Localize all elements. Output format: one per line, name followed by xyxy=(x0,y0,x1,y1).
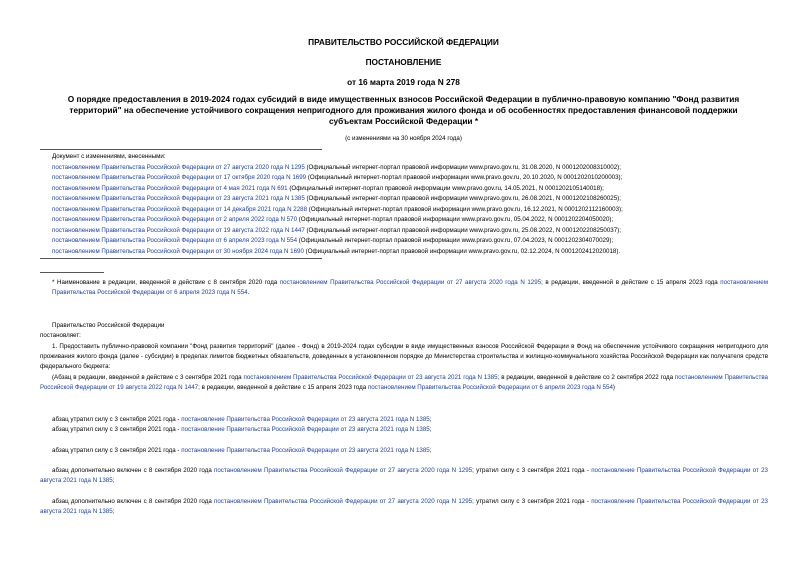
amendment-link[interactable]: постановлением Правительства Российской Федерации от 2 апреля 2022 года N 570 xyxy=(52,216,298,223)
lost-force-paragraph: абзац утратил силу с 3 сентября 2021 года - постановление Правительства Российской Федерации от 23 августа 2021 года N 1385; xyxy=(52,416,432,423)
amendment-item: постановлением Правительства Российской Федерации от 23 августа 2021 года N 1385 (Официальный интернет-портал правовой информации www.pravo.gov.ru, 26.08.2021, N 0001202108260025); xyxy=(52,195,621,202)
added-paragraph: абзац дополнительно включен с 8 сентября 2020 года постановлением Правительства Российской Федерации от 27 августа 2020 года N 1295; утратил силу с 3 сентября 2021 года - постановление Правительства Российской Федерации от 23 августа 2021 года N 1385; xyxy=(40,467,768,484)
amendment-link[interactable]: постановлением Правительства Российской Федерации от 19 августа 2022 года N 1447 xyxy=(52,226,305,234)
lost-force-link[interactable]: постановление Правительства Российской Федерации от 23 августа 2021 года N 1385 xyxy=(181,426,430,433)
note-link[interactable]: постановлением Правительства Российской Федерации от 19 августа 2022 года N 1447 xyxy=(40,374,768,391)
amendments-top-rule xyxy=(40,149,322,150)
lost-force-link[interactable]: постановление Правительства Российской Федерации от 23 августа 2021 года N 1385 xyxy=(181,447,430,454)
lost-force-paragraph: абзац утратил силу с 3 сентября 2021 года - постановление Правительства Российской Федерации от 23 августа 2021 года N 1385; xyxy=(52,426,432,433)
amended-note: (с изменениями на 30 ноября 2024 года) xyxy=(345,135,462,142)
document-type-heading: ПОСТАНОВЛЕНИЕ xyxy=(365,57,442,67)
amendment-link[interactable]: постановлением Правительства Российской Федерации от 30 ноября 2024 года N 1690 xyxy=(52,247,304,255)
amendment-item: постановлением Правительства Российской Федерации от 4 мая 2021 года N 691 (Официальный интернет-портал правовой информации www.pravo.gov.ru, 14.05.2021, N 0001202105140018); xyxy=(52,184,604,192)
paragraph-1: 1. Предоставить публично-правовой компании "Фонд развития территорий" (далее - Фонд) в 2019-2024 годах субсидии в виде имущественных взносов Российской Федерации в Фонд на обеспечение устойчивого сокращения непригодного для проживания жилого фонда (далее - субсидии) в пределах лимитов бюджетных обязательств, доведенных в установленном порядке до Министерства строительства и жилищно-коммунального хозяйства Российской Федерации как получателя средств федерального бюджета: xyxy=(40,343,768,370)
added-paragraph: абзац дополнительно включен с 8 сентября 2020 года постановлением Правительства Российской Федерации от 27 августа 2020 года N 1295; утратил силу с 3 сентября 2021 года - постановление Правительства Российской Федерации от 23 августа 2021 года N 1385; xyxy=(40,498,768,515)
amendment-item: постановлением Правительства Российской Федерации от 2 апреля 2022 года N 570 (Официальный интернет-портал правовой информации www.pravo.gov.ru, 05.04.2022, N 0001202204050020); xyxy=(52,216,614,223)
footnote-rule xyxy=(40,272,104,273)
amendment-item: постановлением Правительства Российской Федерации от 6 апреля 2023 года N 554 (Официальный интернет-портал правовой информации www.pravo.gov.ru, 07.04.2023, N 0001202304070029); xyxy=(52,237,614,244)
footnote-link[interactable]: постановлением Правительства Российской Федерации от 27 августа 2020 года N 1295 xyxy=(279,279,542,286)
date-number-heading: от 16 марта 2019 года N 278 xyxy=(347,77,460,87)
lost-force-paragraph: абзац утратил силу с 3 сентября 2021 года - постановление Правительства Российской Федерации от 23 августа 2021 года N 1385; xyxy=(52,447,432,454)
footnote: * Наименование в редакции, введенной в действие с 8 сентября 2020 года постановлением Правительства Российской Федерации от 27 августа 2020 года N 1295; в редакции, введенной в действие с 15 апреля 2023 года постановлением Правительства Российской Федерации от 6 апреля 2023 года N 554. xyxy=(52,279,768,296)
amendment-link[interactable]: постановлением Правительства Российской Федерации от 14 декабря 2021 года N 2288 xyxy=(52,205,308,213)
amendment-link[interactable]: постановлением Правительства Российской Федерации от 4 мая 2021 года N 691 xyxy=(52,184,288,192)
amendments-intro: Документ с изменениями, внесенными: xyxy=(52,153,166,160)
amendment-item: постановлением Правительства Российской Федерации от 17 октября 2020 года N 1699 (Официальный интернет-портал правовой информации www.pravo.gov.ru, 20.10.2020, N 0001202010200003); xyxy=(52,174,623,181)
document-title: О порядке предоставления в 2019-2024 годах субсидий в виде имущественных взносов Российской Федерации в публично-правовую компанию "Фонд развития территорий" на обеспечение устойчивого сокращения непригодного для проживания жилого фонда и об особенностях предоставления финансовой поддержки субъектам Российской Федерации * xyxy=(67,94,740,126)
footnote-link[interactable]: постановлением Правительства Российской Федерации от 6 апреля 2023 года N 554 xyxy=(52,279,768,296)
lost-force-link[interactable]: постановление Правительства Российской Федерации от 23 августа 2021 года N 1385 xyxy=(181,416,430,423)
paragraph-1-note: (Абзац в редакции, введенной в действие с 3 сентября 2021 года постановлением Правительства Российской Федерации от 23 августа 2021 года N 1385; в редакции, введенной в действие со 2 сентября 2022 года постановлением Правительства Российской Федерации от 19 августа 2022 года N 1447; в редакции, введенной в действие с 15 апреля 2023 года постановлением Правительства Российской Федерации от 6 апреля 2023 года N 554) xyxy=(40,374,768,391)
amendment-item: постановлением Правительства Российской Федерации от 27 августа 2020 года N 1295 (Официальный интернет-портал правовой информации www.pravo.gov.ru, 31.08.2020, N 0001202008310002); xyxy=(52,163,621,171)
added-link[interactable]: постановлением Правительства Российской Федерации от 27 августа 2020 года N 1295 xyxy=(214,467,473,474)
note-link[interactable]: постановлением Правительства Российской Федерации от 6 апреля 2023 года N 554 xyxy=(367,384,613,391)
amendment-link[interactable]: постановлением Правительства Российской Федерации от 6 апреля 2023 года N 554 xyxy=(52,237,298,244)
amendment-link[interactable]: постановлением Правительства Российской Федерации от 27 августа 2020 года N 1295 xyxy=(52,163,305,171)
amendment-link[interactable]: постановлением Правительства Российской Федерации от 17 октября 2020 года N 1699 xyxy=(52,174,307,181)
government-line: Правительство Российской Федерации xyxy=(52,322,165,329)
note-link[interactable]: постановлением Правительства Российской Федерации от 23 августа 2021 года N 1385 xyxy=(243,374,498,381)
added-link[interactable]: постановление Правительства Российской Федерации от 23 августа 2021 года N 1385 xyxy=(40,467,768,484)
government-heading: ПРАВИТЕЛЬСТВО РОССИЙСКОЙ ФЕДЕРАЦИИ xyxy=(308,37,499,47)
amendment-item: постановлением Правительства Российской Федерации от 19 августа 2022 года N 1447 (Официальный интернет-портал правовой информации www.pravo.gov.ru, 25.08.2022, N 0001202208250037); xyxy=(52,226,621,234)
added-link[interactable]: постановлением Правительства Российской Федерации от 27 августа 2020 года N 1295 xyxy=(214,498,473,505)
decrees-line: постановляет: xyxy=(40,332,81,339)
amendment-item: постановлением Правительства Российской Федерации от 14 декабря 2021 года N 2288 (Официальный интернет-портал правовой информации www.pravo.gov.ru, 16.12.2021, N 0001202112160003); xyxy=(52,205,623,213)
amendment-item: постановлением Правительства Российской Федерации от 30 ноября 2024 года N 1690 (Официальный интернет-портал правовой информации www.pravo.gov.ru, 02.12.2024, N 0001202412020018). xyxy=(52,247,621,255)
amendment-link[interactable]: постановлением Правительства Российской Федерации от 23 августа 2021 года N 1385 xyxy=(52,195,305,202)
amendments-bottom-rule xyxy=(40,258,322,259)
added-link[interactable]: постановление Правительства Российской Федерации от 23 августа 2021 года N 1385 xyxy=(40,498,768,515)
